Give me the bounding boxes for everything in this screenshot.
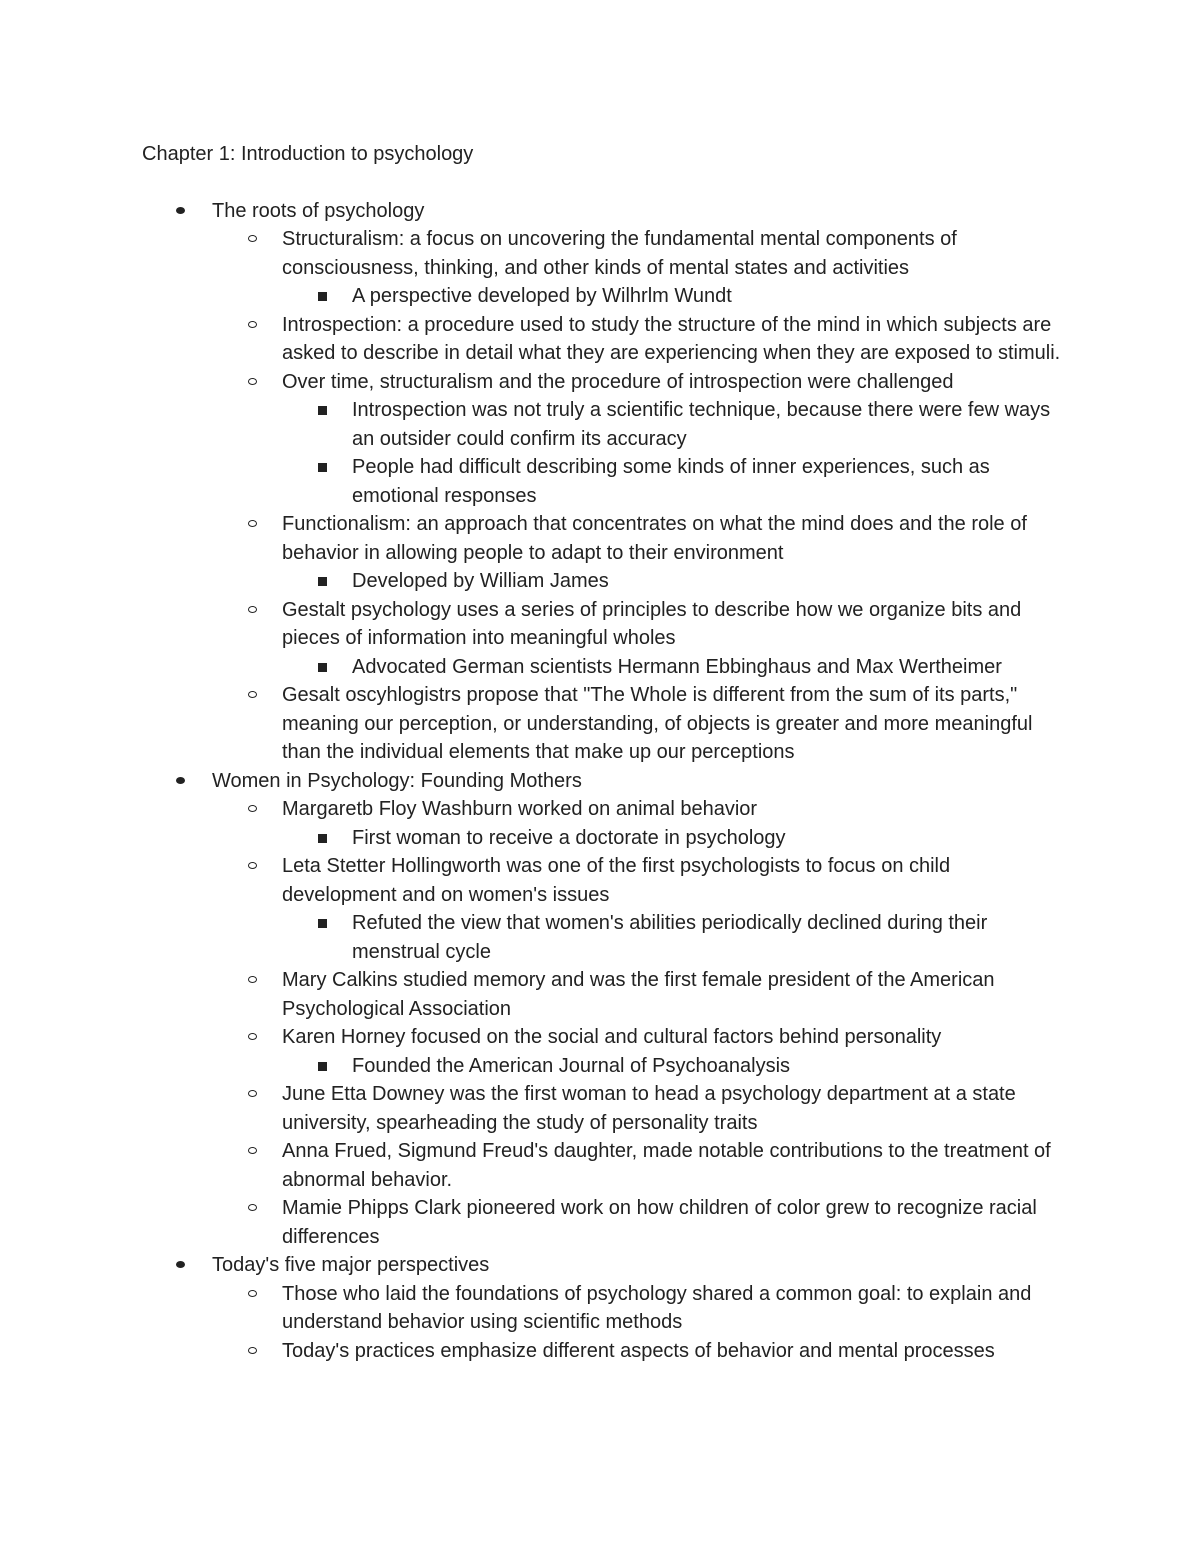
list-item (212, 966, 1070, 1023)
sub-sub-list (282, 653, 1070, 682)
list-item (282, 567, 1070, 596)
list-item (212, 368, 1070, 511)
outline-list (142, 197, 1070, 1366)
bullet-disc-icon (176, 207, 185, 214)
list-item-text: Refuted the view that women's abilities periodically declined during their menstrual cycle (352, 912, 988, 963)
bullet-square-icon (318, 406, 327, 415)
list-item-text: Structuralism: a focus on uncovering the fundamental mental components of consciousness, thinking, and other kinds of mental states and activities (282, 228, 957, 279)
bullet-circle-icon (248, 805, 257, 812)
bullet-disc-icon (176, 777, 185, 784)
list-item-text: A perspective developed by Wilhrlm Wundt (352, 285, 732, 307)
list-item (282, 909, 1070, 966)
list-item-text: First woman to receive a doctorate in psychology (352, 826, 786, 849)
sub-list (212, 795, 1070, 1251)
list-item (282, 453, 1070, 510)
list-item (282, 396, 1070, 453)
bullet-circle-icon (248, 235, 257, 242)
section-heading: The roots of psychology (212, 199, 425, 222)
list-item (212, 852, 1070, 966)
bullet-circle-icon (248, 976, 257, 983)
bullet-square-icon (318, 577, 327, 586)
sub-sub-list (282, 909, 1070, 966)
section-item (142, 1251, 1070, 1365)
list-item-text: Functionalism: an approach that concentrates on what the mind does and the role of behavior in allowing people to adapt to their environment (282, 513, 1027, 564)
list-item (212, 311, 1070, 368)
list-item (282, 824, 1070, 853)
list-item (212, 510, 1070, 596)
document-title: Chapter 1: Introduction to psychology (142, 143, 474, 165)
bullet-circle-icon (248, 378, 257, 385)
sub-sub-list (282, 396, 1070, 510)
section-item (142, 767, 1070, 1252)
bullet-square-icon (318, 919, 327, 928)
list-item-text: Those who laid the foundations of psychology shared a common goal: to explain and understand behavior using scientific methods (282, 1282, 1032, 1333)
list-item-text: Over time, structuralism and the procedure of introspection were challenged (282, 370, 954, 393)
bullet-circle-icon (248, 606, 257, 613)
bullet-circle-icon (248, 691, 257, 698)
sub-sub-list (282, 1052, 1070, 1081)
list-item-text: Today's practices emphasize different aspects of behavior and mental processes (282, 1339, 995, 1362)
sub-sub-list (282, 282, 1070, 311)
list-item (212, 795, 1070, 852)
list-item-text: Margaretb Floy Washburn worked on animal behavior (282, 798, 758, 820)
list-item (212, 681, 1070, 767)
bullet-circle-icon (248, 1090, 257, 1097)
list-item-text: Founded the American Journal of Psychoanalysis (352, 1054, 791, 1077)
section-heading: Women in Psychology: Founding Mothers (212, 769, 582, 792)
list-item (212, 596, 1070, 682)
bullet-circle-icon (248, 1147, 257, 1154)
list-item-text: Gesalt oscyhlogistrs propose that "The Whole is different from the sum of its parts," meaning our perception, or understanding, of objects is greater and more meaningful than the individual elements that make up our perceptions (282, 684, 1033, 763)
list-item (212, 1137, 1070, 1194)
list-item (212, 1194, 1070, 1251)
bullet-square-icon (318, 834, 327, 843)
list-item (212, 1337, 1070, 1366)
list-item-text: June Etta Downey was the first woman to head a psychology department at a state university, spearheading the study of personality traits (282, 1083, 1016, 1134)
bullet-circle-icon (248, 862, 257, 869)
bullet-circle-icon (248, 1290, 257, 1297)
list-item-text: Advocated German scientists Hermann Ebbinghaus and Max Wertheimer (352, 655, 1002, 678)
list-item-text: Mary Calkins studied memory and was the first female president of the American Psychological Association (282, 969, 995, 1020)
bullet-square-icon (318, 1062, 327, 1071)
list-item-text: Mamie Phipps Clark pioneered work on how children of color grew to recognize racial differences (282, 1197, 1037, 1248)
list-item-text: People had difficult describing some kinds of inner experiences, such as emotional responses (352, 456, 990, 507)
list-item-text: Karen Horney focused on the social and cultural factors behind personality (282, 1026, 942, 1048)
bullet-square-icon (318, 463, 327, 472)
list-item (212, 1080, 1070, 1137)
list-item-text: Developed by William James (352, 570, 609, 592)
list-item-text: Anna Frued, Sigmund Freud's daughter, made notable contributions to the treatment of abnormal behavior. (282, 1140, 1051, 1191)
bullet-circle-icon (248, 1347, 257, 1354)
list-item (212, 1280, 1070, 1337)
sub-sub-list (282, 567, 1070, 596)
section-item (142, 197, 1070, 767)
section-heading: Today's five major perspectives (212, 1254, 490, 1276)
list-item-text: Introspection was not truly a scientific technique, because there were few ways an outsider could confirm its accuracy (352, 399, 1051, 450)
list-item (282, 282, 1070, 311)
list-item-text: Leta Stetter Hollingworth was one of the first psychologists to focus on child development and on women's issues (282, 855, 951, 906)
list-item (282, 653, 1070, 682)
bullet-circle-icon (248, 520, 257, 527)
bullet-disc-icon (176, 1261, 185, 1268)
sub-list (212, 1280, 1070, 1366)
list-item-text: Gestalt psychology uses a series of principles to describe how we organize bits and pieces of information into meaningful wholes (282, 598, 1022, 649)
bullet-circle-icon (248, 321, 257, 328)
list-item (212, 1023, 1070, 1080)
bullet-circle-icon (248, 1204, 257, 1211)
sub-list (212, 225, 1070, 767)
bullet-circle-icon (248, 1033, 257, 1040)
bullet-square-icon (318, 663, 327, 672)
list-item (282, 1052, 1070, 1081)
list-item-text: Introspection: a procedure used to study the structure of the mind in which subjects are asked to describe in detail what they are experiencing when they are exposed to stimuli. (282, 313, 1061, 364)
list-item (212, 225, 1070, 311)
sub-sub-list (282, 824, 1070, 853)
bullet-square-icon (318, 292, 327, 301)
